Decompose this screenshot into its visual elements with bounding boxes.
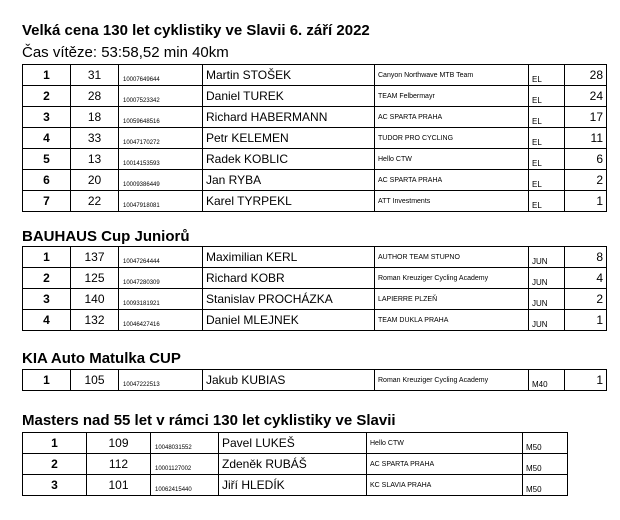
rider-name-cell: Maximilian KERL — [203, 247, 375, 268]
points-cell: 28 — [565, 65, 607, 86]
license-cell: 10047264444 — [119, 247, 203, 268]
start-number-cell: 125 — [71, 268, 119, 289]
rank-cell: 2 — [23, 86, 71, 107]
points-cell: 24 — [565, 86, 607, 107]
rider-name-cell: Jiří HLEDÍK — [219, 475, 367, 496]
start-number-cell: 13 — [71, 149, 119, 170]
rider-name-cell: Jan RYBA — [203, 170, 375, 191]
team-cell: AC SPARTA PRAHA — [375, 170, 529, 191]
team-cell: KC SLAVIA PRAHA — [367, 475, 523, 496]
results-table-masters — [22, 432, 568, 496]
start-number-cell: 28 — [71, 86, 119, 107]
category-cell: JUN — [529, 289, 565, 310]
start-number-cell: 112 — [87, 454, 151, 475]
section-heading-kia: KIA Auto Matulka CUP — [22, 350, 181, 367]
table-row — [23, 149, 607, 170]
team-cell: AC SPARTA PRAHA — [375, 107, 529, 128]
points-cell: 1 — [565, 310, 607, 331]
license-cell: 10009386449 — [119, 170, 203, 191]
rider-name-cell: Pavel LUKEŠ — [219, 433, 367, 454]
team-cell: ATT Investments — [375, 191, 529, 212]
start-number-cell: 132 — [71, 310, 119, 331]
table-row — [23, 65, 607, 86]
rider-name-cell: Richard HABERMANN — [203, 107, 375, 128]
rider-name-cell: Petr KELEMEN — [203, 128, 375, 149]
category-cell: EL — [529, 191, 565, 212]
section-heading-juniors: BAUHAUS Cup Juniorů — [22, 228, 190, 245]
rider-name-cell: Daniel MLEJNEK — [203, 310, 375, 331]
team-cell: Canyon Northwave MTB Team — [375, 65, 529, 86]
rider-name-cell: Stanislav PROCHÁZKA — [203, 289, 375, 310]
license-cell: 10007523342 — [119, 86, 203, 107]
table-row — [23, 247, 607, 268]
category-cell: EL — [529, 128, 565, 149]
team-cell: LAPIERRE PLZEŇ — [375, 289, 529, 310]
rank-cell: 1 — [23, 433, 87, 454]
license-cell: 10046427416 — [119, 310, 203, 331]
license-cell: 10048031552 — [151, 433, 219, 454]
start-number-cell: 18 — [71, 107, 119, 128]
category-cell: M50 — [523, 454, 568, 475]
results-table-kia — [22, 369, 607, 391]
table-row — [23, 454, 568, 475]
points-cell: 2 — [565, 170, 607, 191]
start-number-cell: 137 — [71, 247, 119, 268]
rank-cell: 2 — [23, 454, 87, 475]
rider-name-cell: Richard KOBR — [203, 268, 375, 289]
category-cell: EL — [529, 65, 565, 86]
table-row — [23, 433, 568, 454]
category-cell: EL — [529, 170, 565, 191]
results-table-juniors — [22, 246, 607, 331]
team-cell: TEAM DUKLA PRAHA — [375, 310, 529, 331]
license-cell: 10047170272 — [119, 128, 203, 149]
start-number-cell: 105 — [71, 370, 119, 391]
category-cell: JUN — [529, 247, 565, 268]
rider-name-cell: Karel TYRPEKL — [203, 191, 375, 212]
rank-cell: 2 — [23, 268, 71, 289]
points-cell: 6 — [565, 149, 607, 170]
winner-time: Čas vítěze: 53:58,52 min 40km — [22, 44, 229, 61]
license-cell: 10001127002 — [151, 454, 219, 475]
license-cell: 10014153593 — [119, 149, 203, 170]
rider-name-cell: Martin STOŠEK — [203, 65, 375, 86]
rank-cell: 3 — [23, 475, 87, 496]
team-cell: AUTHOR TEAM STUPNO — [375, 247, 529, 268]
category-cell: M40 — [529, 370, 565, 391]
category-cell: JUN — [529, 268, 565, 289]
points-cell: 2 — [565, 289, 607, 310]
team-cell: Hello CTW — [375, 149, 529, 170]
table-row — [23, 310, 607, 331]
rank-cell: 1 — [23, 247, 71, 268]
start-number-cell: 22 — [71, 191, 119, 212]
points-cell: 17 — [565, 107, 607, 128]
rank-cell: 7 — [23, 191, 71, 212]
start-number-cell: 140 — [71, 289, 119, 310]
table-row — [23, 128, 607, 149]
table-row — [23, 268, 607, 289]
table-row — [23, 475, 568, 496]
team-cell: Roman Kreuziger Cycling Academy — [375, 268, 529, 289]
rider-name-cell: Daniel TUREK — [203, 86, 375, 107]
start-number-cell: 33 — [71, 128, 119, 149]
rank-cell: 1 — [23, 65, 71, 86]
category-cell: EL — [529, 86, 565, 107]
team-cell: Hello CTW — [367, 433, 523, 454]
license-cell: 10059648516 — [119, 107, 203, 128]
rider-name-cell: Radek KOBLIC — [203, 149, 375, 170]
start-number-cell: 20 — [71, 170, 119, 191]
points-cell: 1 — [565, 191, 607, 212]
section-heading-masters: Masters nad 55 let v rámci 130 let cyklistiky ve Slavii — [22, 412, 396, 429]
team-cell: Roman Kreuziger Cycling Academy — [375, 370, 529, 391]
rank-cell: 3 — [23, 289, 71, 310]
rider-name-cell: Zdeněk RUBÁŠ — [219, 454, 367, 475]
rank-cell: 3 — [23, 107, 71, 128]
points-cell: 11 — [565, 128, 607, 149]
rank-cell: 4 — [23, 310, 71, 331]
category-cell: EL — [529, 107, 565, 128]
team-cell: TUDOR PRO CYCLING — [375, 128, 529, 149]
start-number-cell: 31 — [71, 65, 119, 86]
team-cell: AC SPARTA PRAHA — [367, 454, 523, 475]
table-row — [23, 370, 607, 391]
license-cell: 10047918081 — [119, 191, 203, 212]
rank-cell: 6 — [23, 170, 71, 191]
table-row — [23, 191, 607, 212]
rank-cell: 1 — [23, 370, 71, 391]
table-row — [23, 86, 607, 107]
category-cell: JUN — [529, 310, 565, 331]
points-cell: 8 — [565, 247, 607, 268]
category-cell: M50 — [523, 433, 568, 454]
start-number-cell: 109 — [87, 433, 151, 454]
license-cell: 10093181921 — [119, 289, 203, 310]
results-table-elite — [22, 64, 607, 212]
category-cell: M50 — [523, 475, 568, 496]
table-row — [23, 289, 607, 310]
start-number-cell: 101 — [87, 475, 151, 496]
points-cell: 4 — [565, 268, 607, 289]
rider-name-cell: Jakub KUBIAS — [203, 370, 375, 391]
rank-cell: 5 — [23, 149, 71, 170]
rank-cell: 4 — [23, 128, 71, 149]
license-cell: 10047222513 — [119, 370, 203, 391]
license-cell: 10047280309 — [119, 268, 203, 289]
page-title: Velká cena 130 let cyklistiky ve Slavii 6. září 2022 — [22, 22, 370, 39]
table-row — [23, 170, 607, 191]
table-row — [23, 107, 607, 128]
license-cell: 10062415440 — [151, 475, 219, 496]
team-cell: TEAM Felbermayr — [375, 86, 529, 107]
points-cell: 1 — [565, 370, 607, 391]
license-cell: 10007649644 — [119, 65, 203, 86]
category-cell: EL — [529, 149, 565, 170]
